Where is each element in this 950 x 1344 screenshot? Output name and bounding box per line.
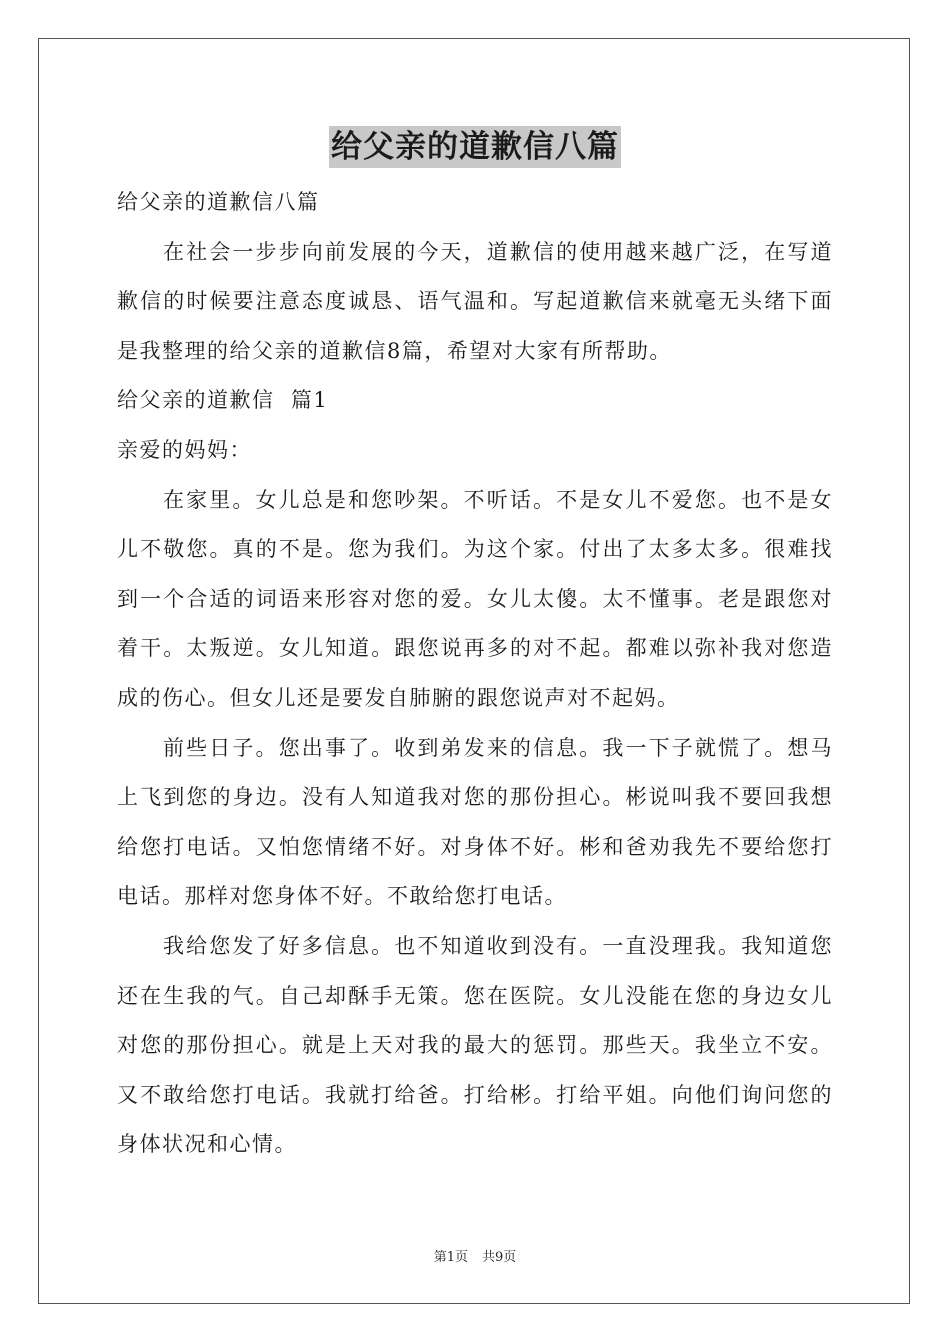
body-paragraph-1: 在家里。女儿总是和您吵架。不听话。不是女儿不爱您。也不是女儿不敬您。真的不是。您为我们。为这个家。付出了太多太多。很难找到一个合适的词语来形容对您的爱。女儿太傻。太不懂事。老是跟您对着干。太叛逆。女儿知道。跟您说再多的对不起。都难以弥补我对您造成的伤心。但女儿还是要发自肺腑的跟您说声对不起妈。 — [117, 487, 833, 710]
document-body — [117, 178, 833, 1170]
intro-paragraph: 在社会一步步向前发展的今天，道歉信的使用越来越广泛，在写道歉信的时候要注意态度诚恳、语气温和。写起道歉信来就毫无头绪下面是我整理的给父亲的道歉信8篇，希望对大家有所帮助。 — [117, 239, 833, 363]
body-paragraph-2: 前些日子。您出事了。收到弟发来的信息。我一下子就慌了。想马上飞到您的身边。没有人知道我对您的那份担心。彬说叫我不要回我想给您打电话。又怕您情绪不好。对身体不好。彬和爸劝我先不要给您打电话。那样对您身体不好。不敢给您打电话。 — [117, 735, 833, 909]
salutation: 亲爱的妈妈： — [117, 437, 252, 462]
title-container — [0, 126, 950, 168]
document-title: 给父亲的道歉信八篇 — [329, 126, 621, 168]
page-number: 第1页 — [433, 1250, 468, 1265]
section-heading: 给父亲的道歉信 篇1 — [117, 388, 329, 413]
page-total: 共9页 — [482, 1250, 517, 1265]
page-footer — [0, 1246, 950, 1265]
document-subtitle: 给父亲的道歉信八篇 — [117, 190, 320, 214]
body-paragraph-3: 我给您发了好多信息。也不知道收到没有。一直没理我。我知道您还在生我的气。自己却酥手无策。您在医院。女儿没能在您的身边女儿对您的那份担心。就是上天对我的最大的惩罚。那些天。我坐立不安。又不敢给您打电话。我就打给爸。打给彬。打给平姐。向他们询问您的身体状况和心情。 — [117, 933, 833, 1157]
